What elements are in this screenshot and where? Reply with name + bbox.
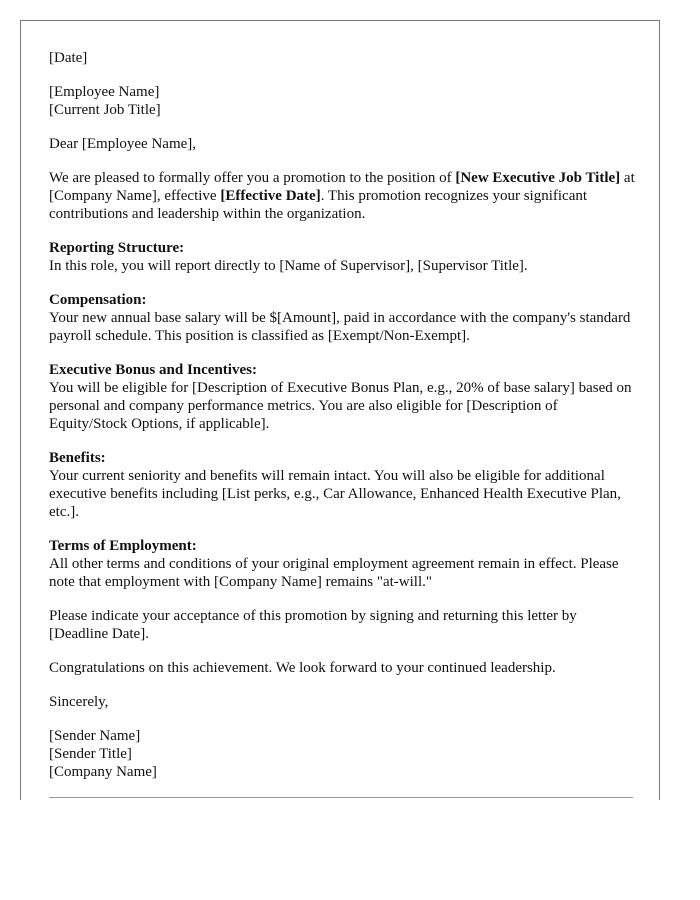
section-body: You will be eligible for [Description of Executive Bonus Plan, e.g., 20% of base salary] based on personal and company performance metrics. You are also eligible for [Description of Equity/Stock Options, if applicable]. [49,380,632,432]
intro-text-3: . This promotion recognizes your significant contributions and leadership within the organization. [49,188,588,222]
letter-date: [Date] [49,50,88,66]
sender-company: [Company Name] [49,764,157,780]
sender-title: [Sender Title] [49,746,132,762]
section-heading: Benefits: [49,450,106,466]
salutation: Dear [Employee Name], [49,136,197,152]
acceptance-paragraph: Please indicate your acceptance of this promotion by signing and returning this letter by [Deadline Date]. [49,608,577,642]
new-position-title: [New Executive Job Title] [455,170,621,186]
section-body: In this role, you will report directly to [Name of Supervisor], [Supervisor Title]. [49,258,528,274]
section-benefits [49,449,637,521]
section-heading: Reporting Structure: [49,240,185,256]
sender-name: [Sender Name] [49,728,141,744]
section-reporting-structure [49,239,637,275]
letter-page [20,20,660,800]
section-executive-bonus [49,361,637,433]
section-heading: Terms of Employment: [49,538,197,554]
letter-content [49,49,637,797]
section-body: Your current seniority and benefits will remain intact. You will also be eligible for additional executive benefits including [List perks, e.g., Car Allowance, Enhanced Health Executive Plan, etc.]. [49,468,621,520]
section-body: Your new annual base salary will be $[Amount], paid in accordance with the company's standard payroll schedule. This position is classified as [Exempt/Non-Exempt]. [49,310,631,344]
section-compensation [49,291,637,345]
footer-divider [49,797,633,798]
intro-paragraph [49,169,637,223]
effective-date: [Effective Date] [220,188,321,204]
section-body: All other terms and conditions of your original employment agreement remain in effect. Please note that employment with [Company Name] remains "at-will." [49,556,619,590]
congratulations-paragraph: Congratulations on this achievement. We look forward to your continued leadership. [49,660,556,676]
intro-text-1: We are pleased to formally offer you a promotion to the position of [49,170,456,186]
section-heading: Executive Bonus and Incentives: [49,362,257,378]
recipient-block [49,83,637,119]
closing: Sincerely, [49,694,109,710]
recipient-title: [Current Job Title] [49,102,161,118]
section-heading: Compensation: [49,292,147,308]
section-terms-of-employment [49,537,637,591]
recipient-name: [Employee Name] [49,84,160,100]
intro-text-2: at [Company Name], effective [49,170,635,204]
sender-block [49,727,637,781]
